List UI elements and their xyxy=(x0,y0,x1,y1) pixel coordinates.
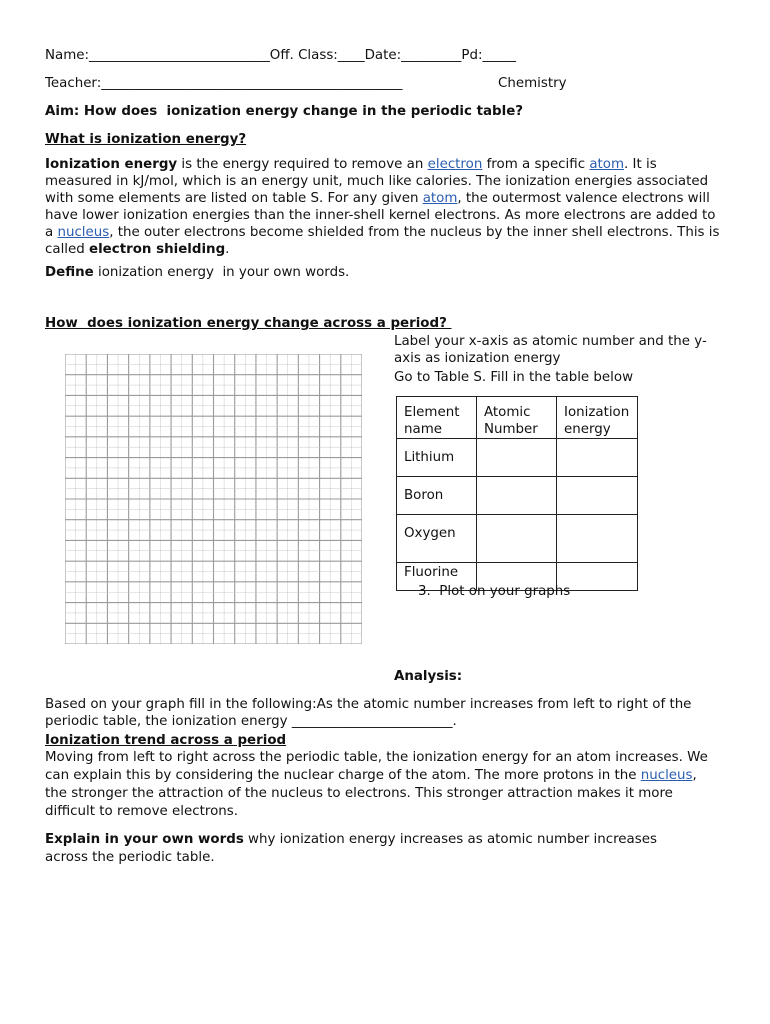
table-row xyxy=(397,477,638,515)
element-cell: Lithium xyxy=(397,439,477,477)
aim-heading: Aim: How does ionization energy change in the periodic table? xyxy=(45,104,524,119)
table-instruction: Go to Table S. Fill in the table below xyxy=(394,370,634,385)
link-nucleus-2[interactable]: nucleus xyxy=(640,768,693,783)
section-heading-period: How does ionization energy change across a period? xyxy=(45,316,452,331)
analysis-line-1: Based on your graph fill in the following:As the atomic number increases from left to right of the xyxy=(45,697,692,712)
atomic-number-cell[interactable] xyxy=(477,515,557,563)
term-electron-shielding: electron shielding xyxy=(89,242,226,257)
table-header-row xyxy=(397,397,638,439)
link-electron[interactable]: electron xyxy=(427,157,483,172)
subject-label: Chemistry xyxy=(498,76,567,91)
element-cell: Oxygen xyxy=(397,515,477,563)
teacher-line[interactable]: Teacher:_____________________________________________ xyxy=(45,76,403,91)
trend-heading: Ionization trend across a period xyxy=(45,733,287,748)
explain-prompt: Explain in your own words why ionization energy increases as atomic number increases across the periodic table. xyxy=(45,832,657,865)
section-heading-what: What is ionization energy? xyxy=(45,132,247,147)
atomic-number-cell[interactable] xyxy=(477,439,557,477)
trend-paragraph: Moving from left to right across the periodic table, the ionization energy for an atom increases. We can explain this by considering the nuclear charge of the atom. The more protons in the nucleus, the stronger the attraction of the nucleus to electrons. This stronger attraction makes it more difficult to remove electrons. xyxy=(45,750,708,819)
plot-instruction: 3. Plot on your graphs xyxy=(418,584,571,599)
link-atom-2[interactable]: atom xyxy=(422,191,458,206)
definition-paragraph: Ionization energy is the energy required to remove an electron from a specific atom. It is measured in kJ/mol, which is an energy unit, much like calories. The ionization energies associated with some elements are listed on table S. For any given atom, the outermost valence electrons will have lower ionization energies than the inner-shell kernel electrons. As more electrons are added to a nucleus, the outer electrons become shielded from the nucleus by the inner shell electrons. This is called electron shielding. xyxy=(45,157,720,257)
element-cell: Fluorine xyxy=(397,563,477,591)
axis-instruction: Label your x-axis as atomic number and the y-axis as ionization energy xyxy=(394,334,707,366)
link-nucleus[interactable]: nucleus xyxy=(57,225,110,240)
define-prompt: Define ionization energy in your own words. xyxy=(45,265,350,280)
atomic-number-cell[interactable] xyxy=(477,477,557,515)
graph-grid[interactable] xyxy=(65,354,362,644)
table-row xyxy=(397,515,638,563)
name-line[interactable]: Name:___________________________Off. Class:____Date:_________Pd:_____ xyxy=(45,48,516,63)
link-atom[interactable]: atom xyxy=(589,157,625,172)
ionization-energy-cell[interactable] xyxy=(557,439,638,477)
ionization-energy-cell[interactable] xyxy=(557,477,638,515)
ionization-table xyxy=(396,396,638,591)
term-ionization-energy: Ionization energy xyxy=(45,157,178,172)
header-element-name: Element name xyxy=(397,397,477,439)
header-atomic-number: Atomic Number xyxy=(477,397,557,439)
header-ionization-energy: Ionization energy xyxy=(557,397,638,439)
analysis-fill-blank[interactable]: periodic table, the ionization energy ________________________. xyxy=(45,714,457,729)
element-cell: Boron xyxy=(397,477,477,515)
ionization-energy-cell[interactable] xyxy=(557,515,638,563)
analysis-heading: Analysis: xyxy=(394,669,463,684)
table-row xyxy=(397,439,638,477)
